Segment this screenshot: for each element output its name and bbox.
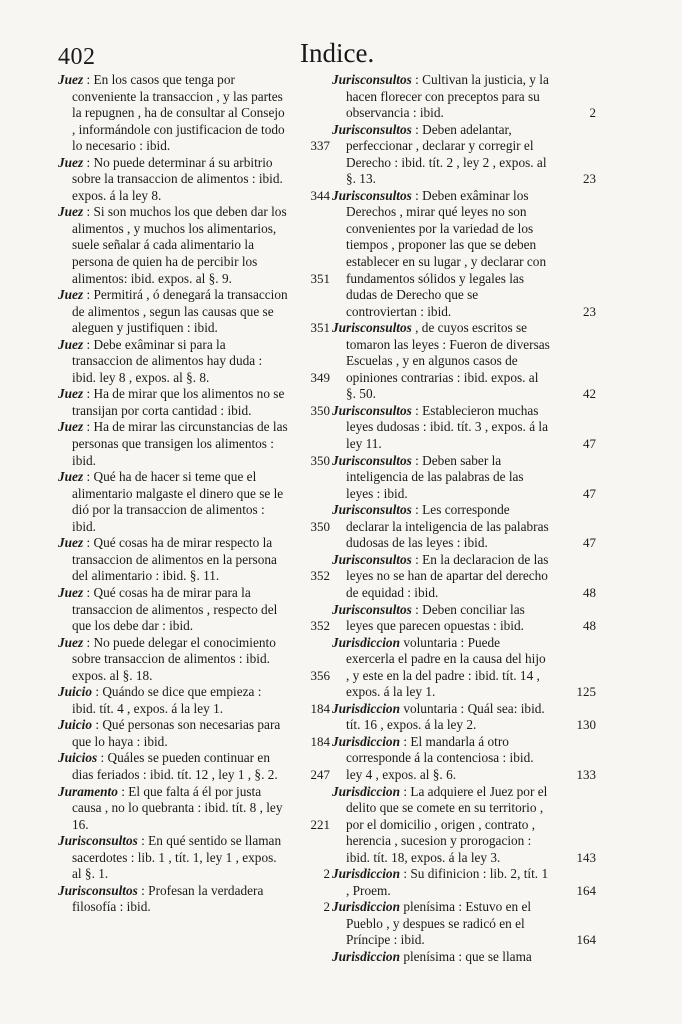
entry-headword: Juicio bbox=[58, 717, 92, 733]
entry-page-ref: 344 bbox=[310, 187, 330, 203]
entry-page-ref: 247 bbox=[310, 766, 330, 782]
entry-headword: Juez bbox=[58, 634, 84, 650]
index-entry bbox=[332, 403, 596, 453]
entry-headword: Juez bbox=[58, 535, 84, 551]
entry-text: : Ha de mirar que los alimentos no se transijan por corta cantidad : ibid. bbox=[72, 386, 285, 418]
entry-headword: Jurisdiccion bbox=[332, 866, 400, 882]
index-entry bbox=[332, 188, 596, 320]
entry-headword: Juez bbox=[58, 584, 84, 600]
index-entry bbox=[332, 635, 596, 701]
entry-text: : Deben saber la inteligencia de las palabras de las leyes : ibid. bbox=[346, 452, 524, 501]
entry-headword: Juez bbox=[58, 336, 84, 352]
entry-text: : En la declaracion de las leyes no se han de apartar del derecho de equidad : ibid. bbox=[346, 551, 549, 600]
entry-page-ref: 48 bbox=[583, 618, 596, 634]
index-entry bbox=[58, 717, 330, 750]
entry-text: : No puede delegar el conocimiento sobre transaccion de alimentos : ibid. expos. al §. 18. bbox=[72, 634, 276, 683]
entry-headword: Jurisconsultos bbox=[332, 601, 412, 617]
index-entry bbox=[58, 155, 330, 205]
entry-page-ref: 356 bbox=[310, 667, 330, 683]
entry-text: , de cuyos escritos se tomaron las leyes : Fueron de diversas Escuelas , y en algunos casos de opiniones contrarias : ibid. expos. al §. 50. bbox=[346, 320, 550, 402]
entry-text: : Profesan la verdadera filosofía : ibid. bbox=[72, 882, 264, 915]
index-entry bbox=[332, 899, 596, 949]
entry-text: : Deben conciliar las leyes que parecen opuestas : ibid. bbox=[346, 601, 525, 634]
entry-page-ref: 184 bbox=[310, 700, 330, 716]
index-entry bbox=[332, 866, 596, 899]
entry-headword: Jurisdiccion bbox=[332, 783, 400, 799]
entry-text: : Si son muchos los que deben dar los alimentos , y muchos los alimentarios, suele señalar á cada alimentario la persona de quien ha de percibir los alimentos: ibid. expos. al §. 9. bbox=[72, 204, 287, 286]
entry-text: : Debe exâminar si para la transaccion de alimentos hay duda : ibid. ley 8 , expos. al §. 8. bbox=[72, 336, 263, 385]
entry-text: : Qué cosas ha de mirar respecto la transaccion de alimentos en la persona del alimentario : ibid. §. 11. bbox=[72, 535, 277, 584]
entry-headword: Jurisconsultos bbox=[332, 402, 412, 418]
index-entry bbox=[58, 72, 330, 155]
index-entry bbox=[58, 833, 330, 883]
page-title: Indice. bbox=[300, 38, 375, 68]
entry-page-ref: 42 bbox=[583, 386, 596, 402]
entry-text: : Qué ha de hacer si teme que el alimentario malgaste el dinero que se le dió por la transaccion de alimentos : ibid. bbox=[72, 469, 284, 534]
entry-headword: Juramento bbox=[58, 783, 118, 799]
entry-headword: Jurisdiccion bbox=[332, 634, 400, 650]
entry-page-ref: 2 bbox=[323, 899, 330, 915]
page-number: 402 bbox=[58, 44, 96, 70]
entry-headword: Juez bbox=[58, 469, 84, 485]
entry-page-ref: 2 bbox=[589, 105, 596, 121]
entry-page-ref: 184 bbox=[310, 733, 330, 749]
index-entry bbox=[58, 204, 330, 287]
entry-page-ref: 130 bbox=[576, 717, 596, 733]
index-entry bbox=[58, 469, 330, 535]
entry-headword: Jurisconsultos bbox=[332, 72, 412, 87]
entry-page-ref: 23 bbox=[583, 171, 596, 187]
entry-page-ref: 350 bbox=[310, 452, 330, 468]
entry-headword: Juicio bbox=[58, 684, 92, 700]
entry-page-ref: 164 bbox=[576, 932, 596, 948]
entry-page-ref: 352 bbox=[310, 568, 330, 584]
entry-headword: Juez bbox=[58, 419, 84, 435]
index-entry bbox=[58, 635, 330, 685]
entry-headword: Jurisconsultos bbox=[332, 452, 412, 468]
entry-headword: Juez bbox=[58, 287, 84, 303]
entry-text: : La adquiere el Juez por el delito que se comete en su territorio , por el domicilio , origen , contrato , herencia , sucesion y prorogacion : ibid. tít. 18, expos. á la ley 3. bbox=[346, 783, 548, 865]
entry-text: : Quándo se dice que empieza : ibid. tít. 4 , expos. á la ley 1. bbox=[72, 684, 262, 716]
entry-text: plenísima : que se llama bbox=[403, 948, 532, 964]
index-entry bbox=[332, 502, 596, 552]
entry-page-ref: 133 bbox=[576, 766, 596, 782]
entry-headword: Juez bbox=[58, 72, 84, 87]
entry-text: : En qué sentido se llaman sacerdotes : lib. 1 , tít. 1, ley 1 , expos. al §. 1. bbox=[72, 833, 282, 882]
entry-headword: Jurisdiccion bbox=[332, 700, 400, 716]
entry-headword: Jurisconsultos bbox=[58, 882, 138, 898]
index-entry bbox=[58, 535, 330, 585]
entry-page-ref: 47 bbox=[583, 485, 596, 501]
index-entry bbox=[58, 750, 330, 783]
entry-headword: Jurisconsultos bbox=[58, 833, 138, 849]
index-entry bbox=[332, 701, 596, 734]
entry-text: : Les corresponde declarar la inteligencia de las palabras dudosas de las leyes : ibid. bbox=[346, 502, 549, 551]
entry-page-ref: 351 bbox=[310, 320, 330, 336]
entry-text: plenísima : Estuvo en el Pueblo , y despues se radicó en el Príncipe : ibid. bbox=[346, 899, 532, 948]
index-entry bbox=[58, 386, 330, 419]
entry-text: : Deben exâminar los Derechos , mirar qué leyes no son convenientes por la variedad de los tiempos , proponer las que se deben establecer en su lugar , y declarar con fundamentos sólidos y legales las dudas de Derecho que se controviertan : ibid. bbox=[346, 187, 547, 319]
index-entry bbox=[58, 287, 330, 337]
index-entry bbox=[332, 602, 596, 635]
entry-page-ref: 337 bbox=[310, 138, 330, 154]
entry-page-ref: 47 bbox=[583, 436, 596, 452]
entry-page-ref: 351 bbox=[310, 270, 330, 286]
entry-page-ref: 23 bbox=[583, 303, 596, 319]
entry-text: : El que falta á él por justa causa , no lo quebranta : ibid. tít. 8 , ley 16. bbox=[72, 783, 283, 832]
index-entry bbox=[332, 552, 596, 602]
entry-headword: Jurisconsultos bbox=[332, 551, 412, 567]
entry-headword: Jurisdiccion bbox=[332, 899, 400, 915]
entry-text: : Permitirá , ó denegará la transaccion de alimentos , segun las causas que se aleguen y justifiquen : ibid. bbox=[72, 287, 288, 336]
index-column-left bbox=[58, 72, 330, 916]
entry-page-ref: 349 bbox=[310, 369, 330, 385]
entry-page-ref: 164 bbox=[576, 882, 596, 898]
index-entry bbox=[58, 784, 330, 834]
entry-text: : En los casos que tenga por conveniente la transaccion , y las partes la repugnen , ha de consultar al Consejo , informándole con justificacion de todo lo necesario : ibid. bbox=[72, 72, 285, 154]
entry-text: : Establecieron muchas leyes dudosas : ibid. tít. 3 , expos. á la ley 11. bbox=[346, 402, 549, 452]
entry-page-ref: 125 bbox=[576, 684, 596, 700]
index-entry bbox=[58, 337, 330, 387]
entry-page-ref: 352 bbox=[310, 618, 330, 634]
entry-page-ref: 47 bbox=[583, 535, 596, 551]
entry-page-ref: 221 bbox=[310, 816, 330, 832]
index-column-right bbox=[332, 72, 596, 966]
entry-headword: Juicios bbox=[58, 750, 98, 766]
entry-headword: Jurisconsultos bbox=[332, 320, 412, 336]
entry-headword: Juez bbox=[58, 204, 84, 220]
entry-text: : Su difinicion : lib. 2, tít. 1 , Proem. bbox=[346, 866, 549, 898]
entry-text: : Qué personas son necesarias para que lo haya : ibid. bbox=[72, 717, 281, 749]
index-entry bbox=[58, 419, 330, 469]
entry-page-ref: 350 bbox=[310, 518, 330, 534]
entry-text: : Deben adelantar, perfeccionar , declarar y corregir el Derecho : ibid. tít. 2 , ley 2 , expos. al §. 13. bbox=[346, 121, 547, 187]
index-entry bbox=[332, 72, 596, 122]
entry-text: : Ha de mirar las circunstancias de las personas que transigen los alimentos : ibid. bbox=[72, 419, 288, 468]
entry-page-ref: 143 bbox=[576, 849, 596, 865]
entry-page-ref: 2 bbox=[323, 866, 330, 882]
entry-headword: Juez bbox=[58, 386, 84, 402]
entry-headword: Jurisdiccion bbox=[332, 733, 400, 749]
index-entry bbox=[332, 734, 596, 784]
entry-headword: Jurisconsultos bbox=[332, 187, 412, 203]
entry-headword: Jurisdiccion bbox=[332, 948, 400, 964]
entry-headword: Juez bbox=[58, 154, 84, 170]
index-entry bbox=[332, 949, 596, 966]
entry-text: : No puede determinar á su arbitrio sobre la transaccion de alimentos : ibid. expos. á la ley 8. bbox=[72, 154, 283, 203]
entry-text: voluntaria : Quál sea: ibid. tít. 16 , expos. á la ley 2. bbox=[346, 700, 545, 733]
entry-text: : El mandarla á otro corresponde á la contenciosa : ibid. ley 4 , expos. al §. 6. bbox=[346, 733, 534, 782]
entry-text: : Qué cosas ha de mirar para la transaccion de alimentos , respecto del que los debe dar : ibid. bbox=[72, 584, 278, 634]
index-entry bbox=[332, 453, 596, 503]
entry-text: : Cultivan la justicia, y la hacen florecer con preceptos para su observancia : ibid. bbox=[346, 72, 549, 121]
entry-headword: Jurisconsultos bbox=[332, 502, 412, 518]
entry-text: : Quáles se pueden continuar en dias feriados : ibid. tít. 12 , ley 1 , §. 2. bbox=[72, 750, 278, 782]
entry-text: voluntaria : Puede exercerla el padre en la causa del hijo , y este en la del padre : ibid. tít. 14 , expos. á la ley 1. bbox=[346, 634, 546, 700]
entry-headword: Jurisconsultos bbox=[332, 121, 412, 137]
index-entry bbox=[332, 320, 596, 403]
index-entry bbox=[332, 122, 596, 188]
entry-page-ref: 350 bbox=[310, 402, 330, 418]
entry-page-ref: 48 bbox=[583, 584, 596, 600]
index-entry bbox=[58, 585, 330, 635]
index-entry bbox=[332, 784, 596, 867]
index-entry bbox=[58, 684, 330, 717]
index-entry bbox=[58, 883, 330, 916]
